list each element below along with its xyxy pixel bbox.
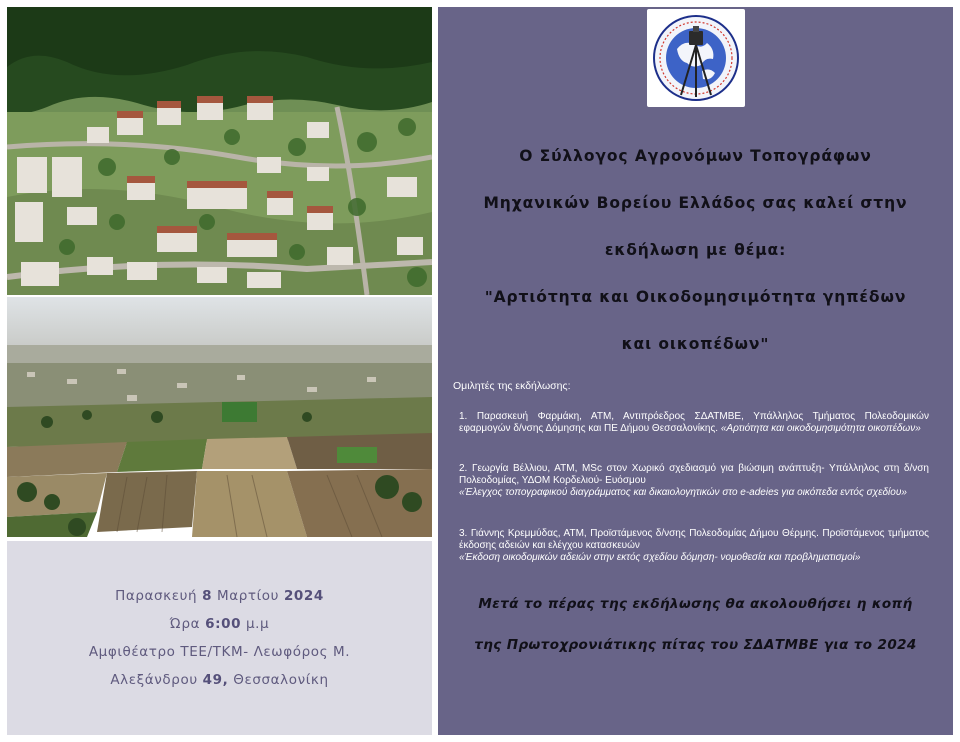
- event-date: Παρασκευή 8 Μαρτίου 2024: [115, 588, 324, 604]
- aerial-town-photo: [7, 7, 432, 295]
- association-logo: [647, 9, 745, 107]
- speaker-talk-title: «Έκδοση οικοδομικών αδειών στην εκτός σχεδίου δόμηση- νομοθεσία και προβληματισμοί»: [459, 552, 861, 563]
- speaker-item: [459, 411, 929, 435]
- speaker-bio: 1. Παρασκευή Φαρμάκη, ΑΤΜ, Αντιπρόεδρος ΣΔΑΤΜΒΕ, Υπάλληλος Τμήματος Πολεοδομικών εφαρμογών δ/νσης Δόμησης και ΠΕ Δήμου Θεσσαλονίκης.: [459, 411, 929, 434]
- speaker-bio: 3. Γιάννης Κρεμμύδας, ΑΤΜ, Προϊστάμενος δ/νσης Πολεοδομίας Δήμου Θέρμης. Προϊστάμενος τμήματος έκδοσης αδειών και ελέγχου κατασκευών: [459, 528, 929, 551]
- event-time: Ώρα 6:00 μ.μ: [169, 616, 270, 632]
- speaker-item: [459, 528, 929, 564]
- headline-line-4: "Αρτιότητα και Οικοδομησιμότητα γηπέδων: [484, 288, 907, 306]
- speaker-talk-title: «Έλεγχος τοπογραφικού διαγράμματος και δικαιολογητικών στο e-adeies για οικόπεδα εντός σχεδίου»: [459, 487, 907, 498]
- headline-line-5: και οικοπέδων": [621, 335, 770, 353]
- speaker-bio: 2. Γεωργία Βέλλιου, ΑΤΜ, MSc στον Χωρικό σχεδιασμό για βιώσιμη ανάπτυξη- Υπάλληλος στη δ/νση Πολεοδομίας, ΥΔΟΜ Κορδελιού- Ευόσμου: [459, 463, 929, 486]
- event-venue-line1: Αμφιθέατρο ΤΕΕ/ΤΚΜ- Λεωφόρος Μ.: [88, 644, 351, 660]
- headline-line-3: εκδήλωση με θέμα:: [604, 241, 787, 259]
- invitation-headline: [438, 143, 953, 378]
- headline-line-1: Ο Σύλλογος Αγρονόμων Τοπογράφων: [519, 147, 872, 165]
- event-venue-line2: Αλεξάνδρου 49, Θεσσαλονίκη: [110, 672, 329, 688]
- headline-line-2: Μηχανικών Βορείου Ελλάδος σας καλεί στην: [483, 194, 908, 212]
- closing-note-line-2: της Πρωτοχρονιάτικης πίτας του ΣΔΑΤΜΒΕ για το 2024: [474, 637, 917, 653]
- event-details: [7, 541, 432, 735]
- speaker-talk-title: «Αρτιότητα και οικοδομησιμότητα οικοπέδων»: [720, 423, 921, 434]
- speaker-item: [459, 463, 929, 499]
- speakers-label: Ομιλητές της εκδήλωσης:: [453, 380, 571, 392]
- invitation-panel: [438, 7, 953, 735]
- closing-note-line-1: Μετά το πέρας της εκδήλωσης θα ακολουθήσει η κοπή: [478, 596, 913, 612]
- aerial-fields-photo: [7, 297, 432, 537]
